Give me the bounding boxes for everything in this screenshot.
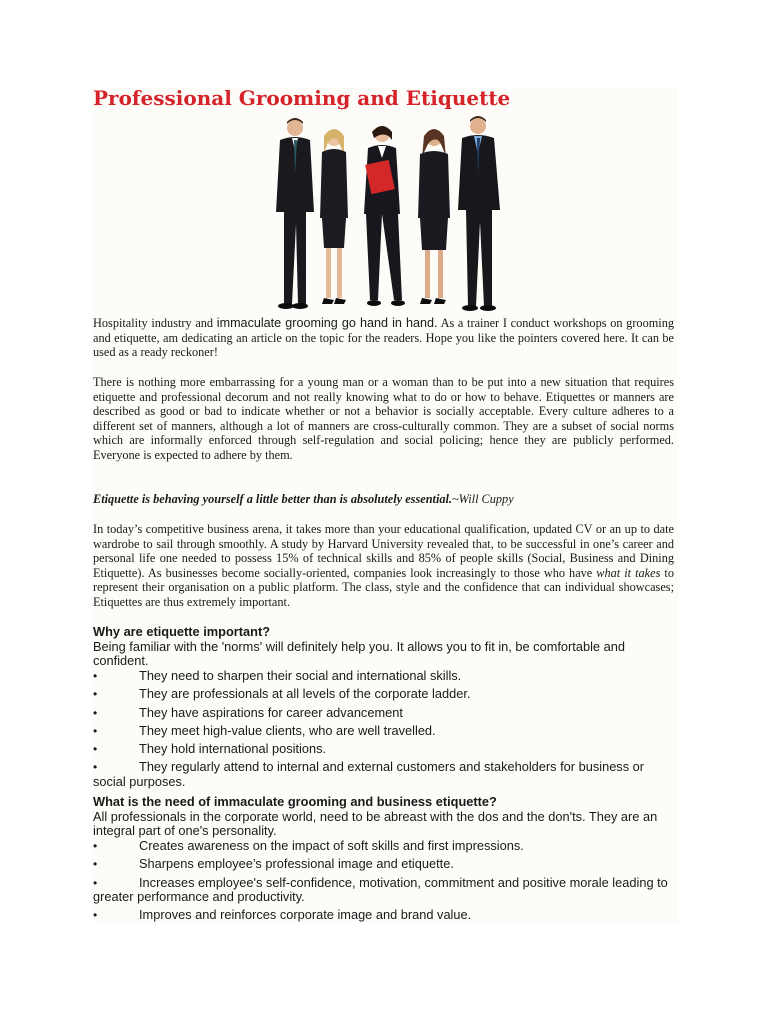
section-why-etiquette bbox=[93, 625, 677, 669]
list-item-text: Creates awareness on the impact of soft skills and first impressions. bbox=[139, 838, 524, 853]
page-title: Professional Grooming and Etiquette bbox=[93, 86, 511, 110]
section-intro-why: Being familiar with the 'norms' will definitely help you. It allows you to fit in, be comfortable and confident. bbox=[93, 638, 625, 669]
list-item-text: They hold international positions. bbox=[139, 741, 327, 757]
list-item-text: They are professionals at all levels of the corporate ladder. bbox=[139, 686, 471, 702]
person-man-right bbox=[458, 116, 500, 311]
list-item bbox=[93, 687, 677, 702]
paragraph-etiquette-definition: There is nothing more embarrassing for a young man or a woman than to be put into a new situation that requires etiquette and professional decorum and not really knowing what to do or how to behave. Etiquettes or manners are described as good or bad to indicate whether or not a behavior is socially acceptable. Every culture adheres to a different set of manners, although a lot of manners are cross-culturally common. They are a subset of social norms which are informally enforced through self-regulation and social policing; hence they are publicly performed. Everyone is expected to adhere by them. bbox=[93, 375, 674, 462]
bullet-icon: • bbox=[93, 669, 98, 683]
quote bbox=[93, 492, 674, 507]
list-item-text: They need to sharpen their social and international skills. bbox=[139, 668, 462, 683]
list-item bbox=[93, 839, 677, 854]
person-man-left bbox=[276, 118, 314, 309]
list-item-text: They regularly attend to internal and external customers and stakeholders for business or social purposes. bbox=[93, 759, 645, 789]
list-item bbox=[93, 760, 677, 789]
intro-text-1: Hospitality industry and bbox=[93, 316, 217, 330]
person-woman-blonde bbox=[320, 129, 348, 304]
bullet-icon: • bbox=[93, 705, 98, 720]
list-item bbox=[93, 669, 677, 684]
bullet-icon: • bbox=[93, 908, 98, 923]
person-woman-right bbox=[418, 129, 450, 304]
list-item bbox=[93, 876, 677, 905]
list-item bbox=[93, 742, 677, 757]
intro-text-2: immaculate grooming go hand in hand. bbox=[216, 316, 438, 330]
intro-text-3: As a trainer I conduct workshops on grooming and etiquette, am dedicating an article on the topic for the readers. Hope you like the pointers covered here. It can be used as a ready reckoner! bbox=[93, 316, 674, 360]
list-item bbox=[93, 706, 677, 721]
quote-text: Etiquette is behaving yourself a little better than is absolutely essential. bbox=[93, 492, 453, 506]
list-item bbox=[93, 908, 677, 923]
bullet-icon: • bbox=[93, 875, 98, 890]
para3-text-2: to represent their organisation on a public platform. The class, style and the confidence that can individual showcases; Etiquettes are thus extremely important. bbox=[93, 565, 674, 609]
list-item-text: Improves and reinforces corporate image and brand value. bbox=[139, 907, 472, 923]
paragraph-business-arena bbox=[93, 522, 674, 610]
bullet-icon: • bbox=[93, 723, 98, 738]
para3-italic: what it takes bbox=[596, 565, 661, 580]
list-item-text: They have aspirations for career advancement bbox=[139, 704, 403, 720]
list-item bbox=[93, 857, 677, 872]
section-heading-why: Why are etiquette important? bbox=[93, 624, 271, 639]
intro-paragraph bbox=[93, 316, 674, 360]
section-heading-need: What is the need of immaculate grooming and business etiquette? bbox=[93, 794, 497, 809]
bullet-icon: • bbox=[93, 687, 98, 702]
list-need-grooming bbox=[93, 839, 677, 927]
bullet-icon: • bbox=[93, 857, 98, 872]
list-item-text: Sharpens employee’s professional image and etiquette. bbox=[139, 856, 454, 872]
person-woman-center bbox=[364, 126, 405, 306]
para3-text-1: In today’s competitive business arena, it takes more than your educational qualification, updated CV or an up to date wardrobe to sail through smoothly. A study by Harvard University revealed that, to be successful in one’s career and personal life one needed to possess 15% of technical skills and 85% of people skills (Social, Business and Dining Etiquette). As businesses become socially-oriented, companies look increasingly to those who have bbox=[93, 522, 674, 580]
list-item-text: Increases employee's self-confidence, motivation, commitment and positive morale leading to greater performance and productivity. bbox=[93, 874, 668, 905]
bullet-icon: • bbox=[93, 760, 98, 775]
bullet-icon: • bbox=[93, 742, 98, 757]
section-intro-need: All professionals in the corporate world, need to be abreast with the dos and the don'ts. They are an integral part of one's personality. bbox=[93, 808, 658, 839]
list-item-text: They meet high-value clients, who are well travelled. bbox=[139, 722, 436, 738]
list-why-etiquette bbox=[93, 669, 677, 793]
bullet-icon: • bbox=[93, 839, 98, 853]
quote-author: ~Will Cuppy bbox=[452, 492, 514, 506]
section-need-grooming bbox=[93, 795, 677, 839]
business-team-photo bbox=[262, 114, 526, 316]
list-item bbox=[93, 724, 677, 739]
